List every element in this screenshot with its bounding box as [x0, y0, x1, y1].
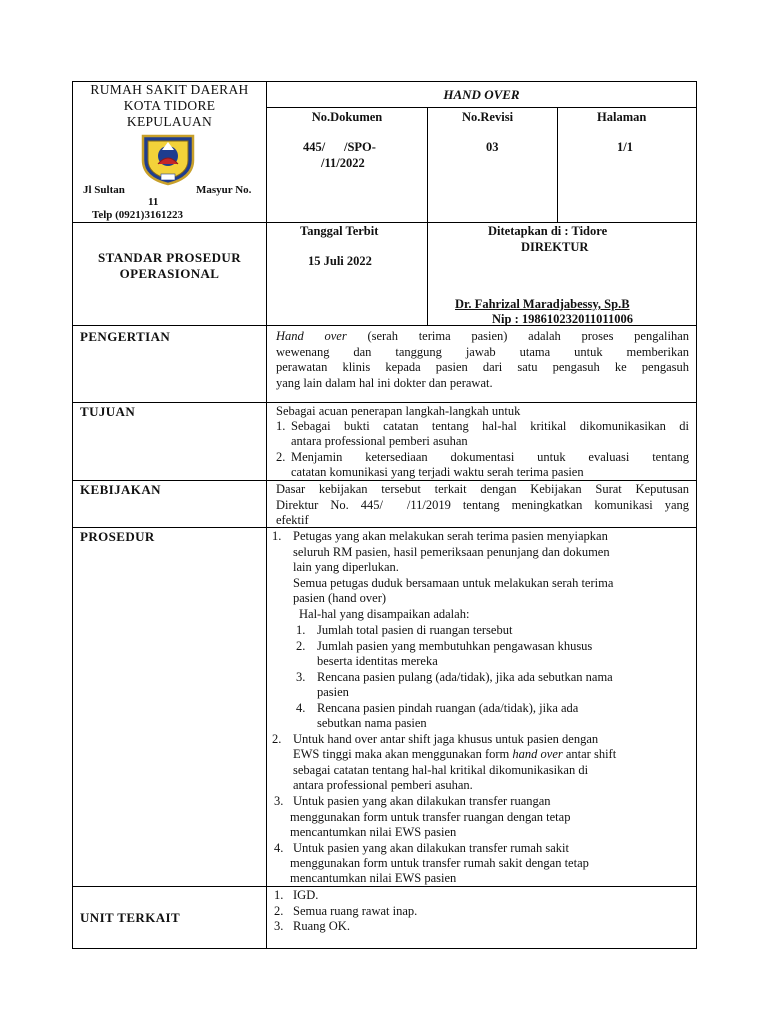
border-doc-col: [427, 107, 428, 223]
border-label-col: [266, 81, 267, 949]
address-street: Jl Sultan: [83, 184, 125, 196]
border-bottom: [72, 948, 697, 949]
address-number: 11: [148, 196, 159, 208]
prosedur-2-number: 2.: [272, 732, 282, 746]
prosedur-2-line-2: [293, 747, 616, 763]
unit-item-1: IGD.: [293, 888, 319, 902]
border-date-col: [427, 222, 428, 326]
prosedur-1-line-6: Hal-hal yang disampaikan adalah:: [299, 607, 470, 621]
unit-item-3: Ruang OK.: [293, 919, 350, 933]
director-name: Dr. Fahrizal Maradjabessy, Sp.B: [455, 297, 630, 311]
pengertian-line-1-rest: (serah terima pasien) adalah proses pengalihan: [346, 329, 689, 343]
prosedur-3-line-3: mencantumkan nilai EWS pasien: [290, 825, 457, 839]
prosedur-2-line-4: antara professional pemberi asuhan.: [293, 778, 473, 792]
pengertian-lead: Hand over: [276, 329, 347, 343]
prosedur-4-line-1: Untuk pasien yang akan dilakukan transfer rumah sakit: [293, 841, 569, 855]
address-phone: Telp (0921)3161223: [92, 209, 183, 221]
page-label: Halaman: [597, 110, 647, 124]
tujuan-item-1-number: 1.: [276, 419, 286, 433]
page-value: 1/1: [617, 140, 633, 154]
prosedur-2-line-2-c: antar shift: [562, 747, 617, 761]
tujuan-item-1-line-2: antara professional pemberi asuhan: [291, 434, 468, 448]
section-label-tujuan: TUJUAN: [80, 404, 136, 419]
section-label-unit-terkait: UNIT TERKAIT: [80, 910, 181, 925]
section-label-kebijakan: KEBIJAKAN: [80, 482, 161, 497]
prosedur-sub-3-line-1: Rencana pasien pulang (ada/tidak), jika ada sebutkan nama: [317, 670, 613, 684]
border-pengertian-bottom: [72, 402, 697, 403]
prosedur-2-line-3: sebagai catatan tentang hal-hal kritikal dikomunikasikan di: [293, 763, 589, 777]
border-right: [696, 81, 697, 949]
border-title-bottom: [266, 107, 697, 108]
revision-value: 03: [486, 140, 499, 154]
border-rev-col: [557, 107, 558, 223]
pengertian-line-1: [276, 329, 689, 345]
director-nip: Nip : 198610232011011006: [492, 312, 633, 326]
pengertian-line-3: perawatan klinis kepada pasien dari satu pengasuh ke pengasuh: [276, 360, 689, 374]
prosedur-4-line-3: mencantumkan nilai EWS pasien: [290, 871, 457, 885]
prosedur-3-number: 3.: [274, 794, 284, 808]
kebijakan-line-3: efektif: [276, 513, 309, 527]
tujuan-intro: Sebagai acuan penerapan langkah-langkah untuk: [276, 404, 521, 418]
prosedur-4-line-2: menggunakan form untuk transfer rumah sakit dengan tetap: [290, 856, 589, 870]
prosedur-3-line-1: Untuk pasien yang akan dilakukan transfer ruangan: [293, 794, 551, 808]
sop-label: [73, 250, 266, 282]
border-left: [72, 81, 73, 949]
revision-label: No.Revisi: [462, 110, 514, 124]
unit-item-2-number: 2.: [274, 904, 284, 918]
issue-date-label: Tanggal Terbit: [300, 224, 379, 238]
section-label-pengertian: PENGERTIAN: [80, 329, 171, 344]
doc-number-value-1: 445/ /SPO-: [303, 140, 376, 154]
prosedur-1-line-4: Semua petugas duduk bersamaan untuk melakukan serah terima: [293, 576, 614, 590]
kebijakan-text: [276, 482, 689, 529]
border-header-bottom: [72, 222, 697, 223]
hospital-name: [73, 82, 266, 130]
director-title: DIREKTUR: [521, 240, 589, 254]
prosedur-4-number: 4.: [274, 841, 284, 855]
prosedur-1-line-1: Petugas yang akan melakukan serah terima pasien menyiapkan: [293, 529, 608, 543]
prosedur-sub-2-line-1: Jumlah pasien yang membutuhkan pengawasan khusus: [317, 639, 593, 653]
set-at-label: Ditetapkan di : Tidore: [488, 224, 608, 238]
doc-number-label: No.Dokumen: [311, 110, 383, 124]
hospital-name-line-1: RUMAH SAKIT DAERAH: [90, 82, 249, 97]
pengertian-text: [276, 329, 689, 391]
tujuan-item-2-line-2: catatan komunikasi yang terjadi waktu serah terima pasien: [291, 465, 584, 479]
prosedur-1-line-2: seluruh RM pasien, hasil pemeriksaan penunjang dan dokumen: [293, 545, 610, 559]
prosedur-1-line-5: pasien (hand over): [293, 591, 387, 605]
prosedur-sub-1-number: 1.: [296, 623, 306, 637]
prosedur-2-line-2-b: hand over: [512, 747, 563, 761]
unit-item-2: Semua ruang rawat inap.: [293, 904, 418, 918]
prosedur-2-line-2-a: EWS tinggi maka akan menggunakan form: [293, 747, 513, 761]
prosedur-sub-1-line-1: Jumlah total pasien di ruangan tersebut: [317, 623, 513, 637]
sop-label-line-2: OPERASIONAL: [119, 266, 220, 281]
address-name: Masyur No.: [196, 184, 252, 196]
prosedur-sub-3-number: 3.: [296, 670, 306, 684]
pengertian-line-2: wewenang dan tanggung jawab utama untuk memberikan: [276, 344, 689, 359]
doc-number-value-2: /11/2022: [321, 156, 365, 170]
kebijakan-line-2: Direktur No. 445/ /11/2019 tentang meningkatkan komunikasi yang: [276, 497, 689, 512]
tujuan-item-2-line-1: Menjamin ketersediaan dokumentasi untuk evaluasi tentang: [291, 450, 689, 464]
prosedur-sub-2-number: 2.: [296, 639, 306, 653]
hospital-logo-emblem: [139, 130, 197, 186]
prosedur-sub-2-line-2: beserta identitas mereka: [317, 654, 438, 668]
unit-item-3-number: 3.: [274, 919, 284, 933]
unit-item-1-number: 1.: [274, 888, 284, 902]
prosedur-1-number: 1.: [272, 529, 282, 543]
prosedur-sub-3-line-2: pasien: [317, 685, 349, 699]
document-title: HAND OVER: [443, 87, 520, 102]
prosedur-sub-4-line-1: Rencana pasien pindah ruangan (ada/tidak), jika ada: [317, 701, 579, 715]
prosedur-sub-4-number: 4.: [296, 701, 306, 715]
prosedur-1-line-3: lain yang diperlukan.: [293, 560, 399, 574]
tujuan-item-1-line-1: Sebagai bukti catatan tentang hal-hal kritikal dikomunikasikan di: [291, 419, 689, 433]
section-label-prosedur: PROSEDUR: [80, 529, 155, 544]
prosedur-sub-4-line-2: sebutkan nama pasien: [317, 716, 427, 730]
issue-date-value: 15 Juli 2022: [308, 254, 372, 268]
hospital-name-line-3: KEPULAUAN: [126, 114, 213, 129]
prosedur-3-line-2: menggunakan form untuk transfer ruangan dengan tetap: [290, 810, 571, 824]
kebijakan-line-1: Dasar kebijakan tersebut terkait dengan Kebijakan Surat Keputusan: [276, 482, 689, 496]
pengertian-line-4: yang lain dalam hal ini dokter dan perawat.: [276, 375, 493, 390]
hospital-name-line-2: KOTA TIDORE: [123, 98, 216, 113]
hospital-logo: [139, 130, 197, 186]
prosedur-2-line-1: Untuk hand over antar shift jaga khusus untuk pasien dengan: [293, 732, 599, 746]
sop-label-line-1: STANDAR PROSEDUR: [97, 250, 242, 265]
tujuan-item-2-number: 2.: [276, 450, 286, 464]
